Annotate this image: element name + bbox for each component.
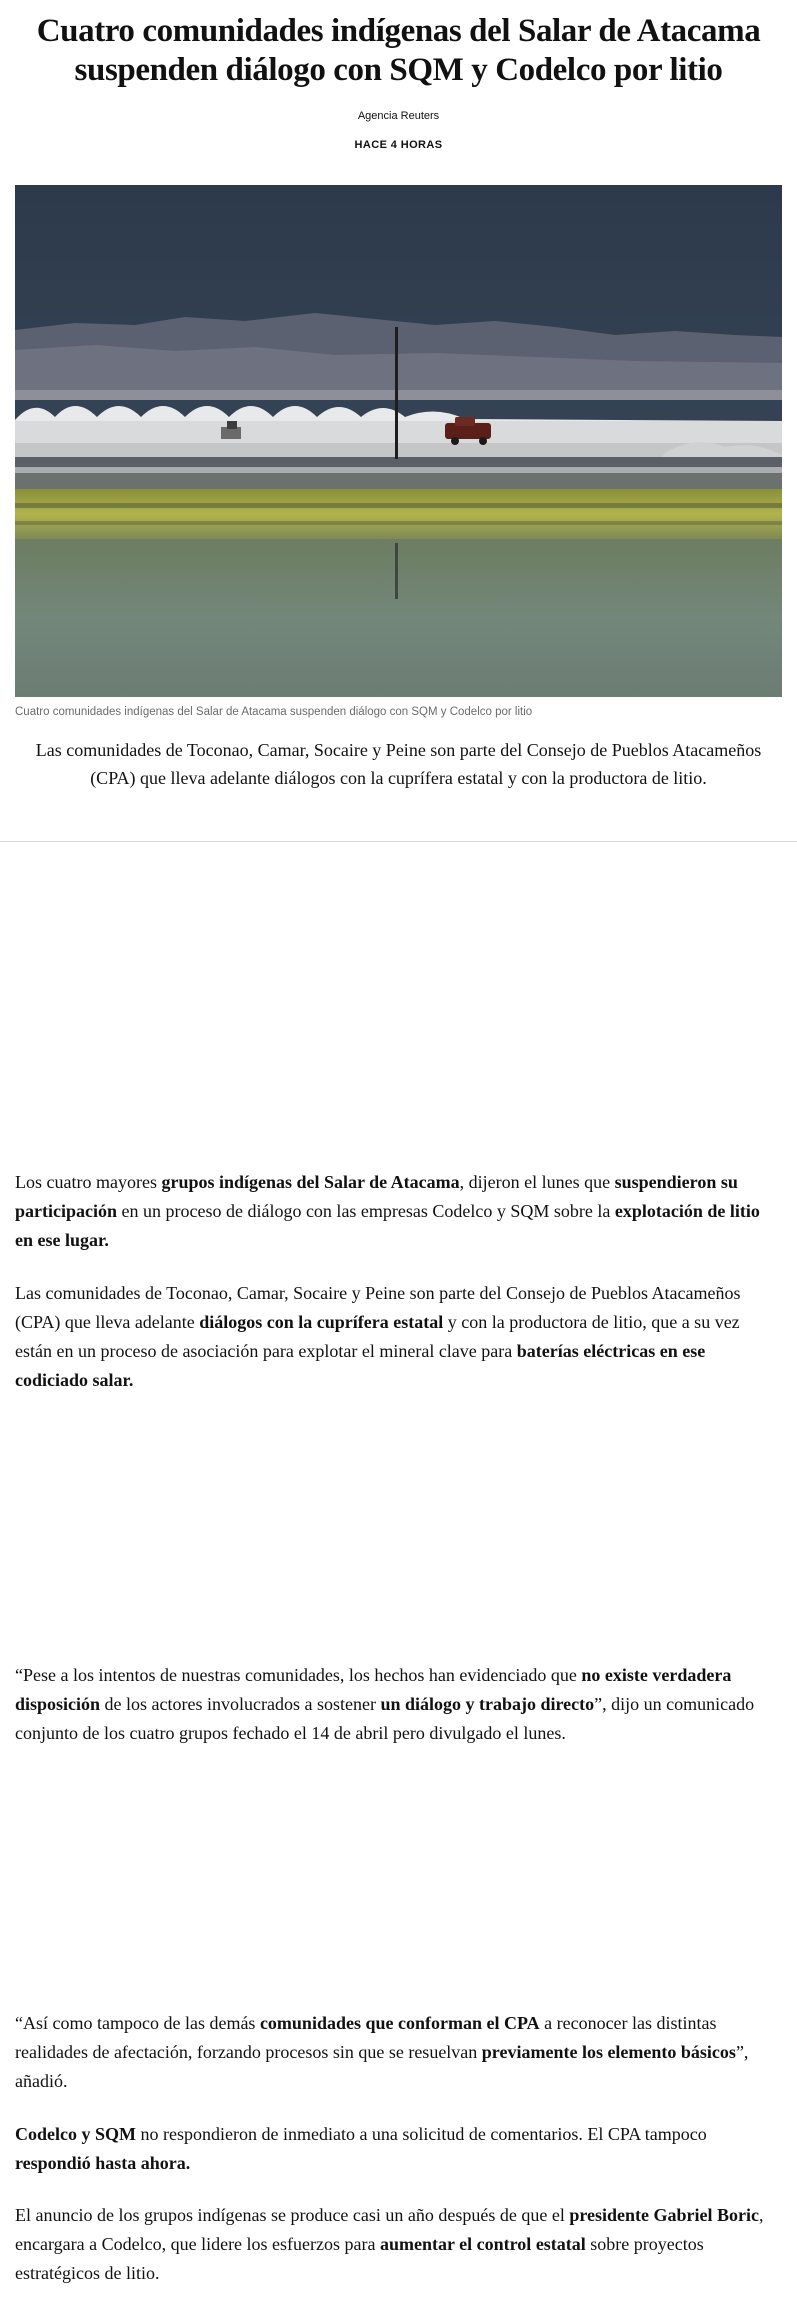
article-timestamp: HACE 4 HORAS xyxy=(354,139,443,151)
highlight: suspendieron su participación xyxy=(15,1172,738,1221)
article-headline: Cuatro comunidades indígenas del Salar de Atacama suspenden diálogo con SQM y Codelco por litio xyxy=(36,13,761,88)
body-paragraph-1: Los cuatro mayores grupos indígenas del Salar de Atacama, dijeron el lunes que suspendieron su participación en un proceso de diálogo con las empresas Codelco y SQM sobre la explotación de litio en ese lugar. xyxy=(15,1172,760,1250)
highlight: comunidades que conforman el CPA xyxy=(259,2013,540,2033)
image-caption: Cuatro comunidades indígenas del Salar de Atacama suspenden diálogo con SQM y Codelco por litio xyxy=(15,706,533,718)
body-paragraph-2: Las comunidades de Toconao, Camar, Socaire y Peine son parte del Consejo de Pueblos Atacameños (CPA) que lleva adelante diálogos con la cuprífera estatal y con la productora de litio, que a su vez están en un proceso de asociación para explotar el mineral clave para baterías eléctricas en ese codiciado salar. xyxy=(15,1283,741,1390)
highlight: no existe verdadera disposición xyxy=(15,1665,732,1714)
body-paragraph-6: El anuncio de los grupos indígenas se produce casi un año después de que el presidente Gabriel Boric, encargara a Codelco, que lidere los esfuerzos para aumentar el control estatal sobre proyectos estratégicos de litio. xyxy=(15,2205,764,2283)
body-paragraph-3: “Pese a los intentos de nuestras comunidades, los hechos han evidenciado que no existe verdadera disposición de los actores involucrados a sostener un diálogo y trabajo directo”, dijo un comunicado conjunto de los cuatro grupos fechado el 14 de abril pero divulgado el lunes. xyxy=(15,1665,755,1743)
highlight: previamente los elemento básicos xyxy=(481,2042,736,2062)
highlight: Codelco y SQM xyxy=(15,2124,136,2144)
highlight: un diálogo y trabajo directo xyxy=(380,1694,595,1714)
body-paragraph-5: Codelco y SQM no respondieron de inmediato a una solicitud de comentarios. El CPA tampoco respondió hasta ahora. xyxy=(15,2124,707,2173)
highlight: grupos indígenas del Salar de Atacama xyxy=(161,1172,460,1192)
article-summary: Las comunidades de Toconao, Camar, Socaire y Peine son parte del Consejo de Pueblos Atacameños (CPA) que lleva adelante diálogos con la cuprífera estatal y con la productora de litio. xyxy=(35,740,762,788)
highlight: respondió hasta ahora. xyxy=(15,2153,191,2173)
highlight: presidente Gabriel Boric xyxy=(569,2205,760,2225)
highlight: aumentar el control estatal xyxy=(380,2234,586,2254)
body-paragraph-4: “Así como tampoco de las demás comunidades que conforman el CPA a reconocer las distintas realidades de afectación, forzando procesos sin que se resuelvan previamente los elemento básicos”, añadió. xyxy=(15,2013,749,2091)
highlight: explotación de litio en ese lugar. xyxy=(15,1201,760,1250)
hero-image xyxy=(15,185,782,697)
article-author[interactable]: Agencia Reuters xyxy=(357,110,440,122)
highlight: diálogos con la cuprífera estatal xyxy=(199,1312,444,1332)
section-divider xyxy=(0,841,797,842)
highlight: baterías eléctricas en ese codiciado salar. xyxy=(15,1341,706,1390)
